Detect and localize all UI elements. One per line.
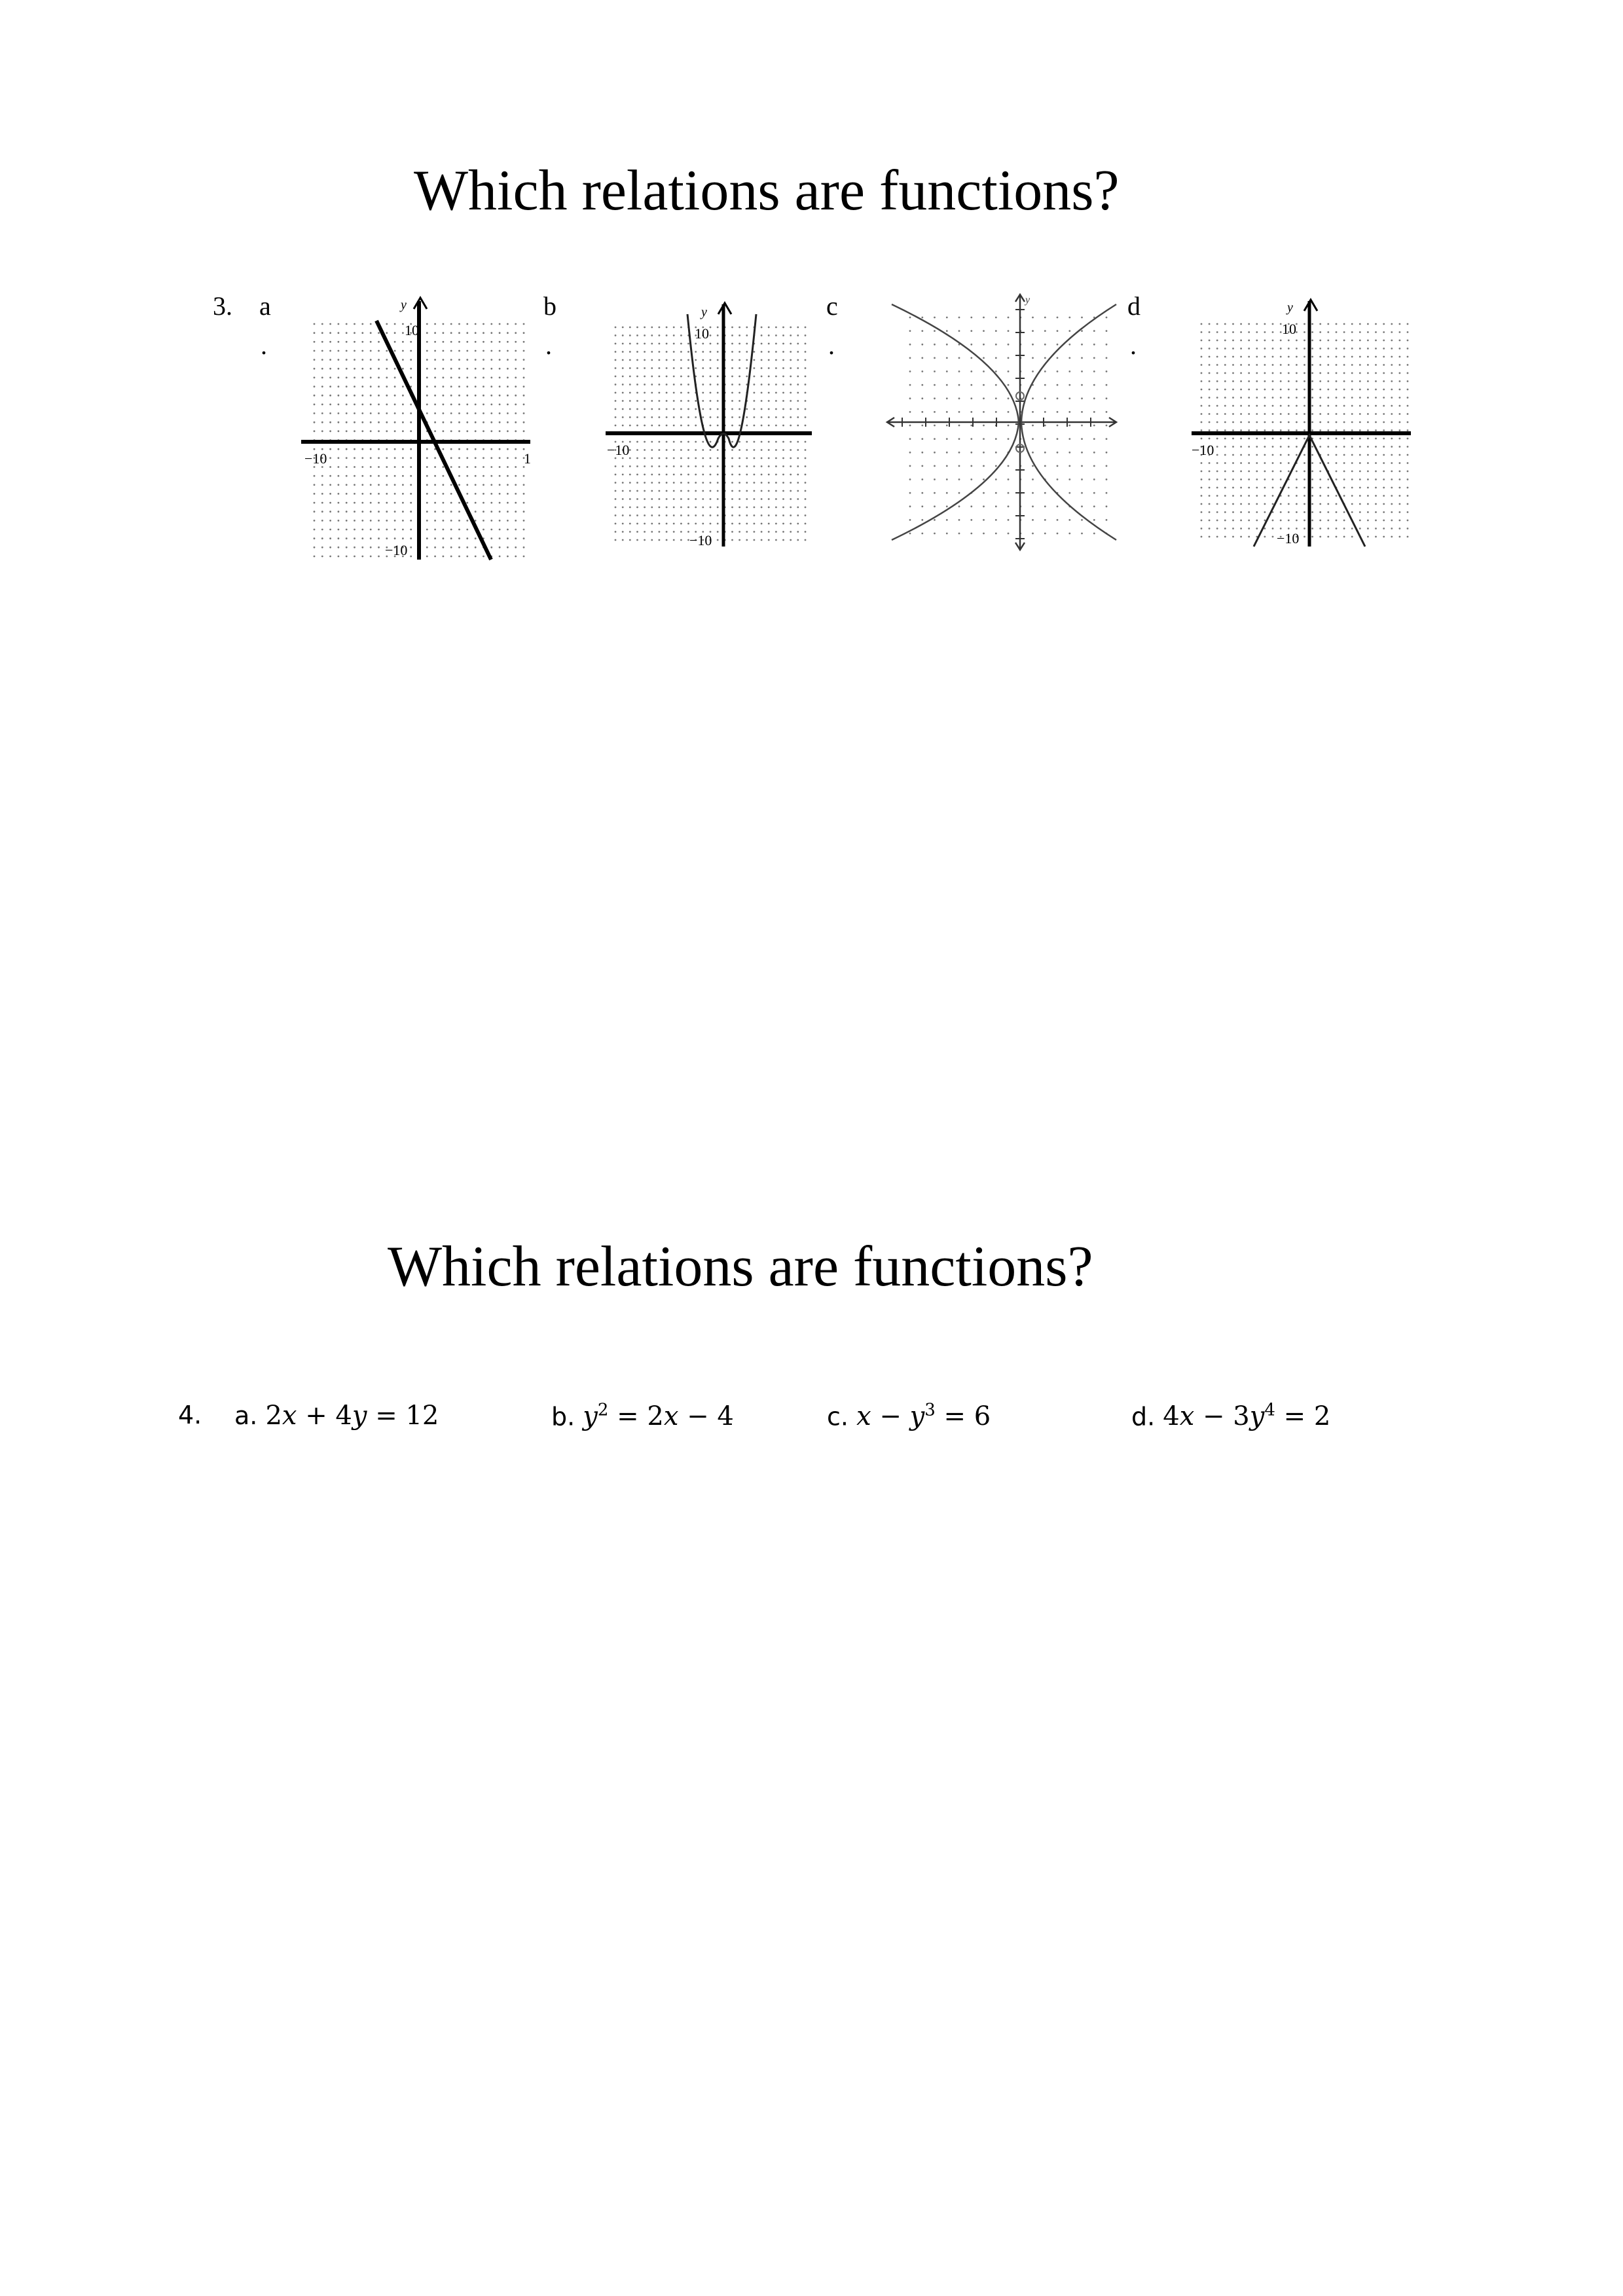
graph-b-axis-y-label: y: [701, 305, 707, 319]
graph-a-tick-bottom: −10: [385, 542, 408, 558]
graph-d-axis-y-label: y: [1287, 300, 1293, 315]
section-2-title: Which relations are functions?: [388, 1235, 1093, 1299]
graph-b-tick-top: 10: [695, 325, 709, 342]
equation-row: [0, 1401, 1623, 1453]
equation-b: b. $y^2 = 2x - 4$: [551, 1401, 734, 1432]
graph-b-label: b: [543, 291, 556, 321]
equation-b-label: b.: [551, 1402, 575, 1431]
graph-a-axis-y-label: y: [401, 298, 407, 312]
graph-a-tick-top: 10: [405, 322, 419, 338]
graph-b-tick-bottom: −10: [689, 532, 712, 548]
graph-d-dot: .: [1130, 331, 1137, 360]
graph-a-dot: .: [261, 331, 267, 360]
graph-a-tick-right: 1: [524, 450, 531, 467]
graph-d-tick-left: −10: [1192, 442, 1214, 458]
graph-b-dot: .: [545, 331, 552, 360]
section-1-title: Which relations are functions?: [414, 159, 1120, 223]
equation-d: d. $4x - 3y^4 = 2$: [1131, 1401, 1331, 1432]
graph-c-sideways-curves: [884, 291, 1120, 553]
graph-c-axis-y-label: y: [1025, 295, 1030, 306]
equation-c-label: c.: [827, 1402, 848, 1431]
graph-a-tick-left: −10: [304, 450, 327, 467]
graph-c-dot-grid: [909, 317, 1108, 535]
graph-d-tick-top: 10: [1282, 321, 1296, 337]
graph-a-label: a: [259, 291, 271, 321]
graph-c-dot: .: [828, 331, 835, 360]
graph-d-inverted-v: [1192, 295, 1414, 553]
graph-a-line: [301, 295, 537, 563]
question-3-number: 3.: [213, 291, 232, 321]
equation-a: a. 2x + 4y = 12: [234, 1401, 439, 1431]
graph-b-tick-left: −10: [607, 442, 630, 458]
question-4-number: 4.: [178, 1401, 202, 1429]
equation-d-label: d.: [1131, 1402, 1156, 1431]
graph-d-dot-grid: [1201, 323, 1409, 538]
graph-b-parabola: [606, 298, 815, 553]
graph-d-label: d: [1127, 291, 1140, 321]
graph-c-label: c: [826, 291, 838, 321]
equation-a-label: a.: [234, 1401, 258, 1430]
equation-c: c. $x - y^3 = 6$: [827, 1401, 991, 1432]
graph-d-tick-bottom: −10: [1277, 530, 1300, 547]
